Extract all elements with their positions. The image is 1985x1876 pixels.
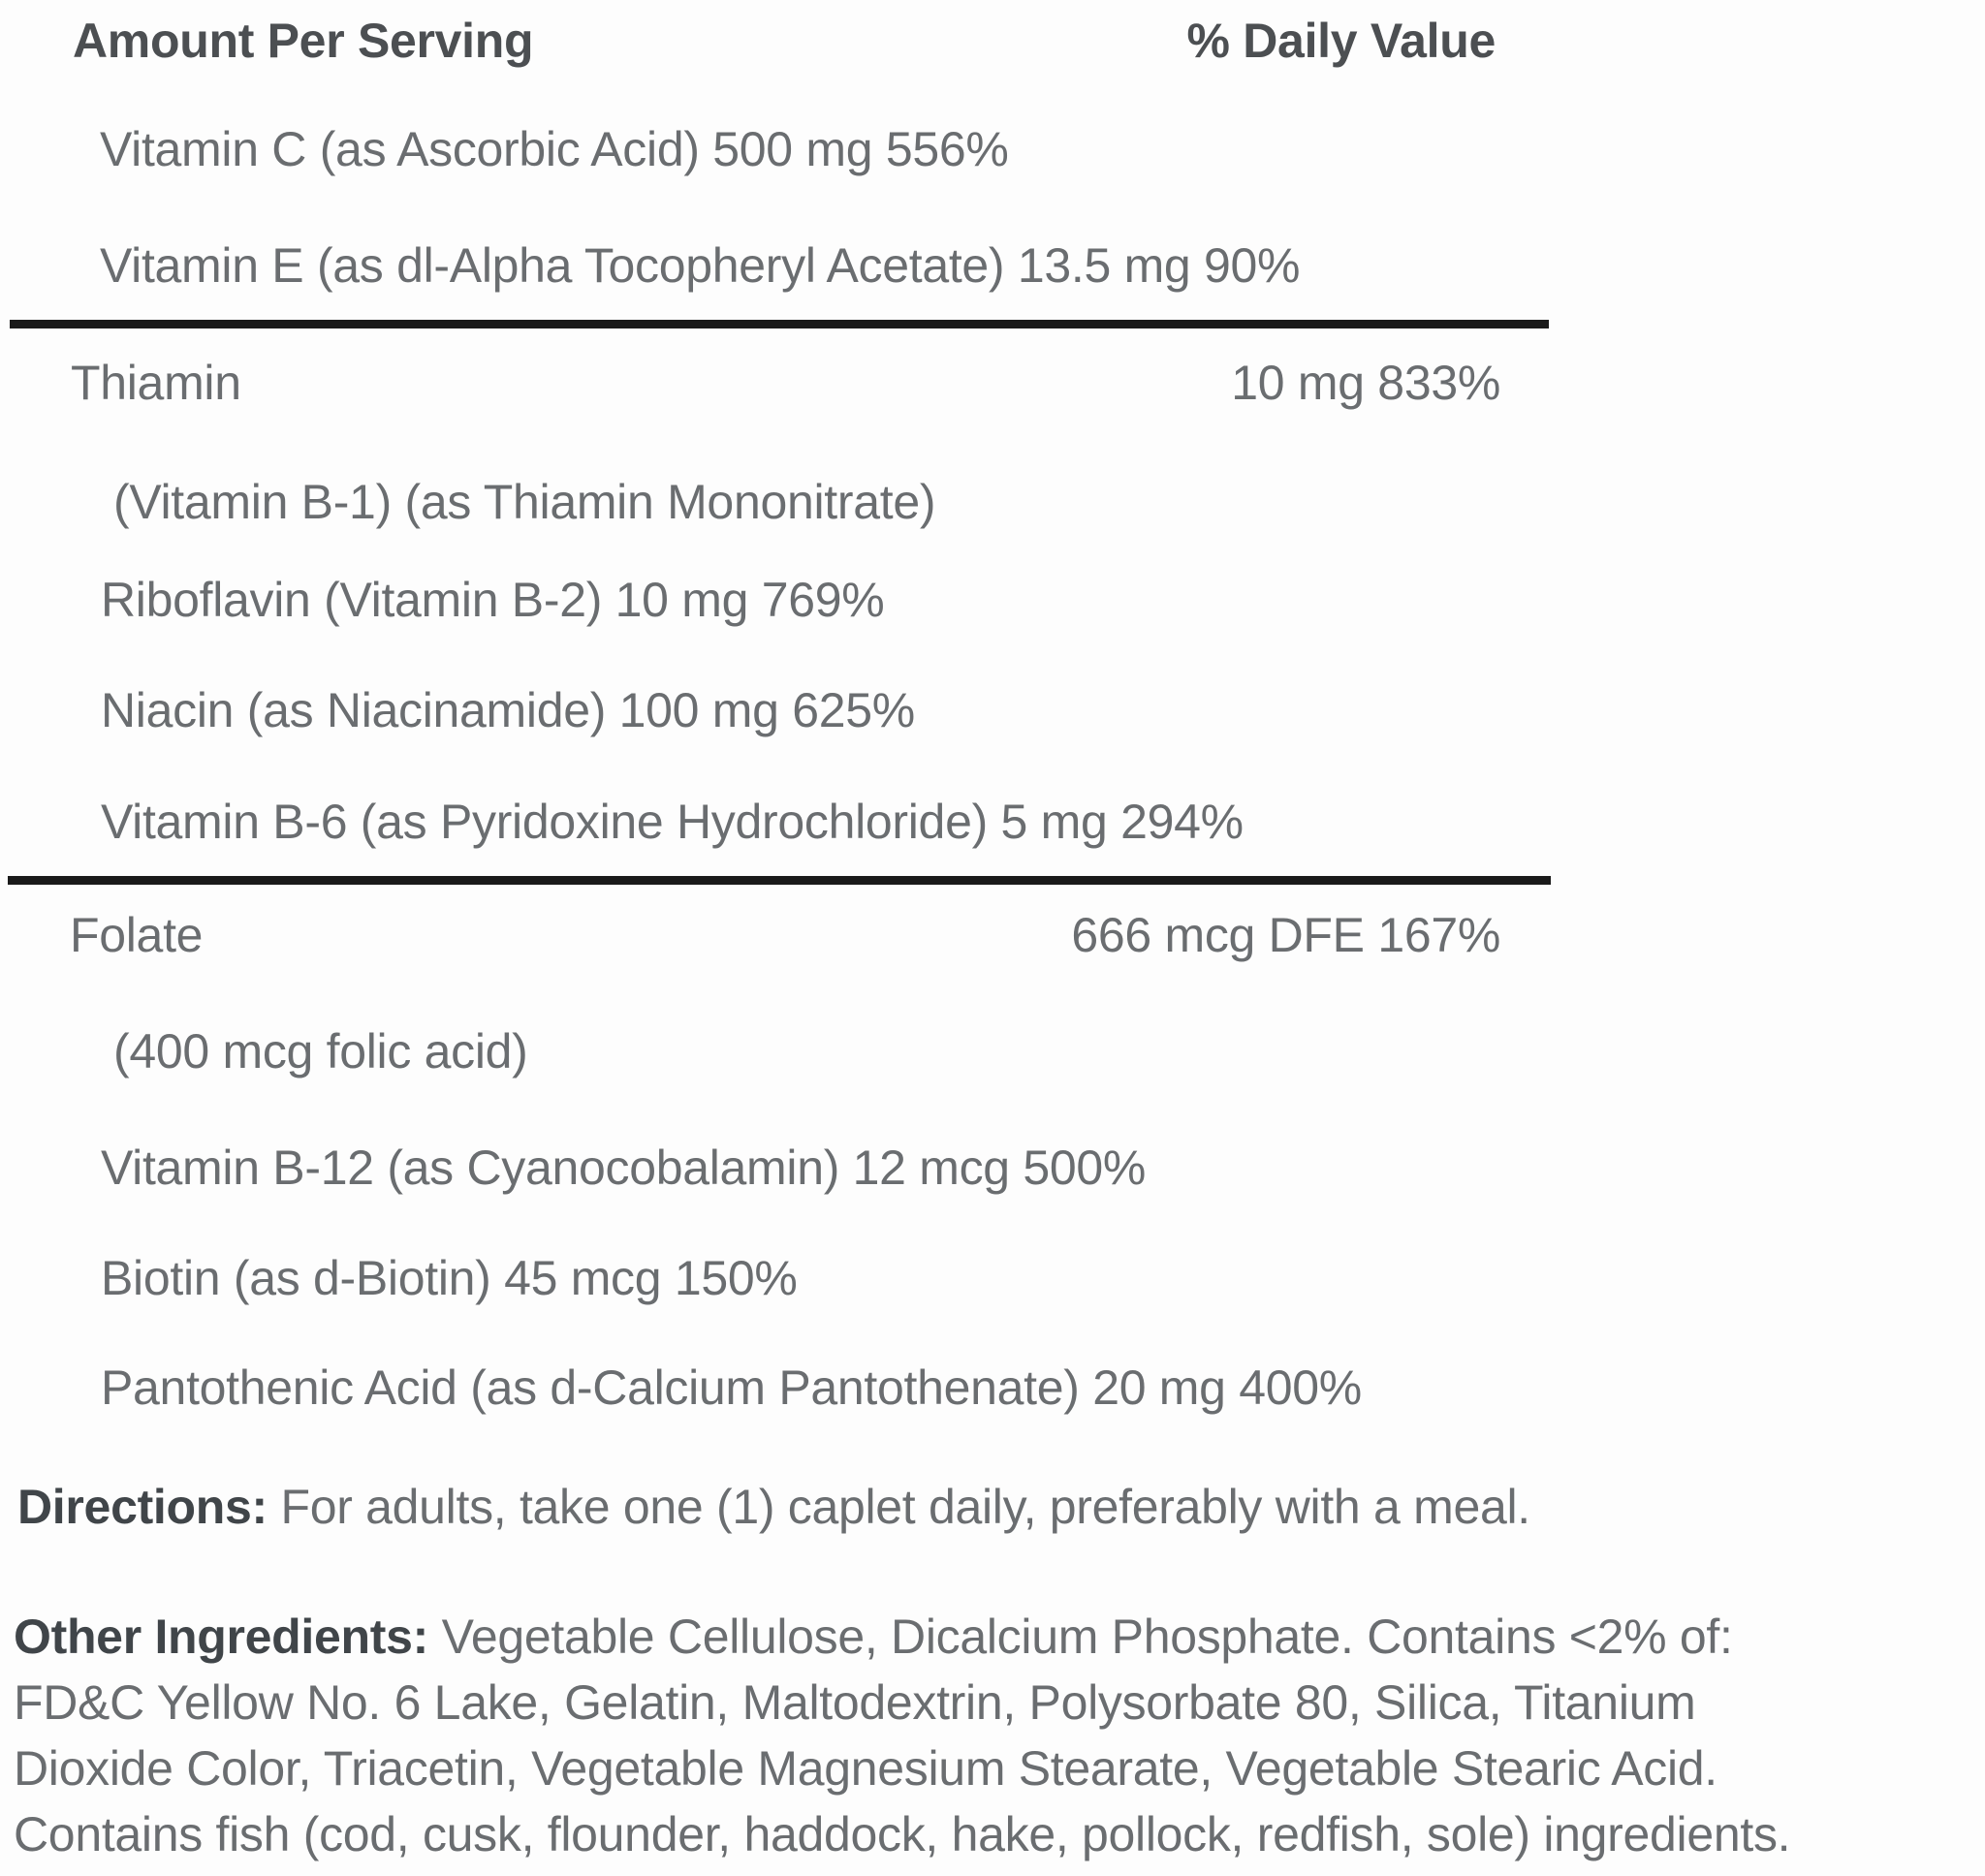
directions-label: Directions: [17, 1480, 268, 1534]
divider-top [10, 320, 1549, 328]
nutrient-row-niacin: Niacin (as Niacinamide) 100 mg 625% [101, 683, 915, 737]
other-ingredients-paragraph [14, 1604, 1985, 1867]
nutrient-value: 666 mcg DFE 167% [1071, 908, 1500, 962]
other-ingredients-text: Vegetable Cellulose, Dicalcium Phosphate. Contains <2% of: [441, 1610, 1733, 1664]
other-ingredients-line: Dioxide Color, Triacetin, Vegetable Magnesium Stearate, Vegetable Stearic Acid. [14, 1741, 1717, 1796]
other-ingredients-line [14, 1604, 1985, 1670]
nutrient-value: 10 mg 833% [1231, 356, 1500, 410]
nutrient-row-vitamin-b6: Vitamin B-6 (as Pyridoxine Hydrochloride) 5 mg 294% [101, 795, 1244, 849]
daily-value-header: % Daily Value [1186, 14, 1496, 68]
table-header-row [73, 14, 1496, 70]
other-ingredients-line: Contains fish (cod, cusk, flounder, haddock, hake, pollock, redfish, sole) ingredients. [14, 1807, 1791, 1861]
nutrient-row-thiamin-note: (Vitamin B-1) (as Thiamin Mononitrate) [113, 475, 936, 529]
nutrient-row-pantothenic-acid: Pantothenic Acid (as d-Calcium Pantothenate) 20 mg 400% [101, 1360, 1362, 1415]
amount-per-serving-header: Amount Per Serving [73, 14, 534, 68]
nutrient-row-folate [70, 908, 1500, 964]
nutrient-row-biotin: Biotin (as d-Biotin) 45 mcg 150% [101, 1251, 798, 1305]
directions-paragraph [17, 1480, 1530, 1536]
nutrient-row-vitamin-e: Vitamin E (as dl-Alpha Tocopheryl Acetate) 13.5 mg 90% [100, 238, 1301, 293]
nutrient-row-thiamin [71, 356, 1500, 412]
nutrient-row-riboflavin: Riboflavin (Vitamin B-2) 10 mg 769% [101, 573, 885, 627]
directions-text: For adults, take one (1) caplet daily, preferably with a meal. [280, 1480, 1530, 1534]
other-ingredients-line: FD&C Yellow No. 6 Lake, Gelatin, Maltodextrin, Polysorbate 80, Silica, Titanium [14, 1675, 1696, 1730]
divider-middle [8, 876, 1551, 885]
nutrient-row-vitamin-b12: Vitamin B-12 (as Cyanocobalamin) 12 mcg 500% [101, 1141, 1147, 1195]
other-ingredients-label: Other Ingredients: [14, 1610, 428, 1664]
nutrient-row-vitamin-c: Vitamin C (as Ascorbic Acid) 500 mg 556% [100, 122, 1009, 176]
nutrient-row-folate-note: (400 mcg folic acid) [113, 1024, 528, 1079]
nutrient-name: Folate [70, 908, 204, 962]
nutrient-name: Thiamin [71, 356, 241, 410]
